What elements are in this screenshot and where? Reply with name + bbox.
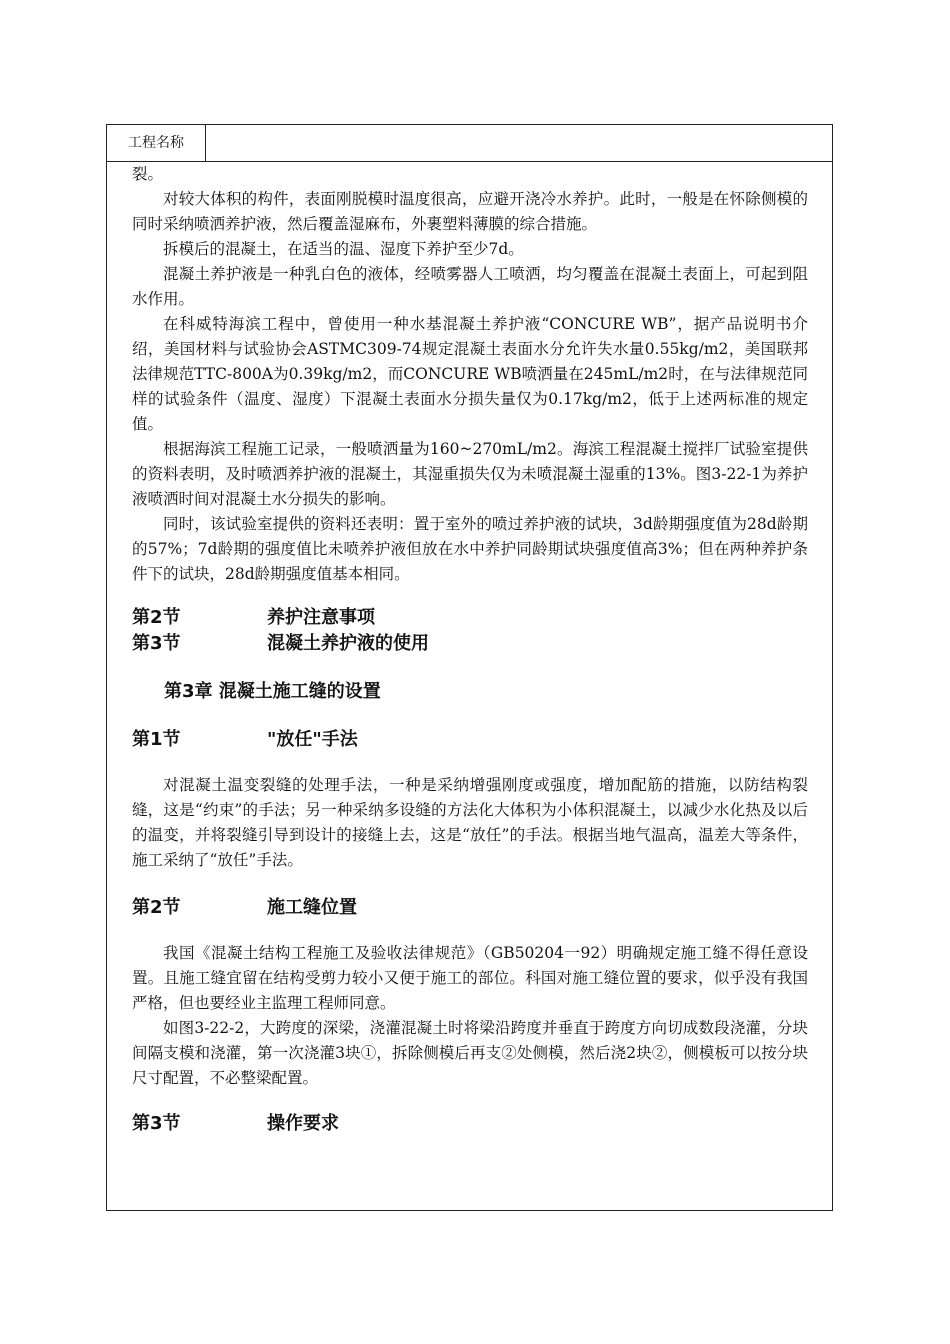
- paragraph: 混凝土养护液是一种乳白色的液体，经喷雾器人工喷洒，均匀覆盖在混凝土表面上，可起到阻水作用。: [132, 265, 808, 308]
- section-number: 第1节: [132, 729, 181, 750]
- section-heading: [132, 631, 808, 657]
- paragraph: 根据海滨工程施工记录，一般喷洒量为160~270mL/m2。海滨工程混凝土搅拌厂试验室提供的资料表明，及时喷洒养护液的混凝土，其湿重损失仅为未喷混凝土湿重的13%。图3-22-1为养护液喷洒时间对混凝土水分损失的影响。: [132, 440, 808, 508]
- paragraph: 在科威特海滨工程中，曾使用一种水基混凝土养护液“CONCURE WB”，据产品说明书介绍，美国材料与试验协会ASTMC309-74规定混凝土表面水分允许失水量0.55kg/m2，美国联邦法律规范TTC-800A为0.39kg/m2，而CONCURE WB喷洒量在245mL/m2时，在与法律规范同样的试验条件（温度、湿度）下混凝土表面水分损失量仅为0.17kg/m2，低于上述两标准的规定值。: [132, 315, 808, 433]
- paragraph: 同时，该试验室提供的资料还表明：置于室外的喷过养护液的试块，3d龄期强度值为28d龄期的57%；7d龄期的强度值比未喷养护液但放在水中养护同龄期试块强度值高3%；但在两种养护条件下的试块，28d龄期强度值基本相同。: [132, 515, 808, 583]
- document-frame: [106, 124, 833, 1211]
- section-number: 第2节: [132, 607, 181, 628]
- section-title: 混凝土养护液的使用: [267, 633, 429, 654]
- project-name-label: 工程名称: [107, 125, 206, 161]
- section-number: 第2节: [132, 897, 181, 918]
- paragraph: 我国《混凝土结构工程施工及验收法律规范》（GB50204一92）明确规定施工缝不得任意设置。且施工缝宜留在结构受剪力较小又便于施工的部位。科国对施工缝位置的要求，似乎没有我国严格，但也要经业主监理工程师同意。: [132, 944, 808, 1012]
- section-heading: [132, 1111, 808, 1137]
- section-number: 第3节: [132, 633, 181, 654]
- section-title: "放任"手法: [267, 729, 358, 750]
- header-row: [107, 125, 832, 162]
- section-title: 施工缝位置: [267, 897, 357, 918]
- section-title: 操作要求: [267, 1113, 339, 1134]
- document-body: [132, 162, 808, 1137]
- paragraph: 对较大体积的构件，表面刚脱模时温度很高，应避开浇冷水养护。此时，一般是在怀除侧模的同时采纳喷洒养护液，然后覆盖湿麻布，外裹塑料薄膜的综合措施。: [132, 190, 808, 233]
- section-title: 养护注意事项: [267, 607, 375, 628]
- section-heading: [132, 727, 808, 753]
- paragraph: 裂。: [132, 165, 164, 183]
- paragraph: 对混凝土温变裂缝的处理手法，一种是采纳增强刚度或强度，增加配筋的措施，以防结构裂缝，这是“约束”的手法；另一种采纳多设缝的方法化大体积为小体积混凝土，以减少水化热及以后的温变，并将裂缝引导到设计的接缝上去，这是“放任”的手法。根据当地气温高，温差大等条件，施工采纳了“放任”手法。: [132, 776, 808, 869]
- chapter-heading: 第3章 混凝土施工缝的设置: [164, 681, 381, 702]
- project-name-value: [207, 125, 832, 161]
- paragraph: 如图3-22-2，大跨度的深梁，浇灌混凝土时将梁沿跨度并垂直于跨度方向切成数段浇灌，分块间隔支模和浇灌，第一次浇灌3块①，拆除侧模后再支②处侧模，然后浇2块②，侧模板可以按分块尺寸配置，不必整梁配置。: [132, 1019, 808, 1087]
- section-heading: [132, 605, 808, 631]
- section-number: 第3节: [132, 1113, 181, 1134]
- paragraph: 拆模后的混凝土，在适当的温、湿度下养护至少7d。: [163, 240, 524, 258]
- section-heading: [132, 895, 808, 921]
